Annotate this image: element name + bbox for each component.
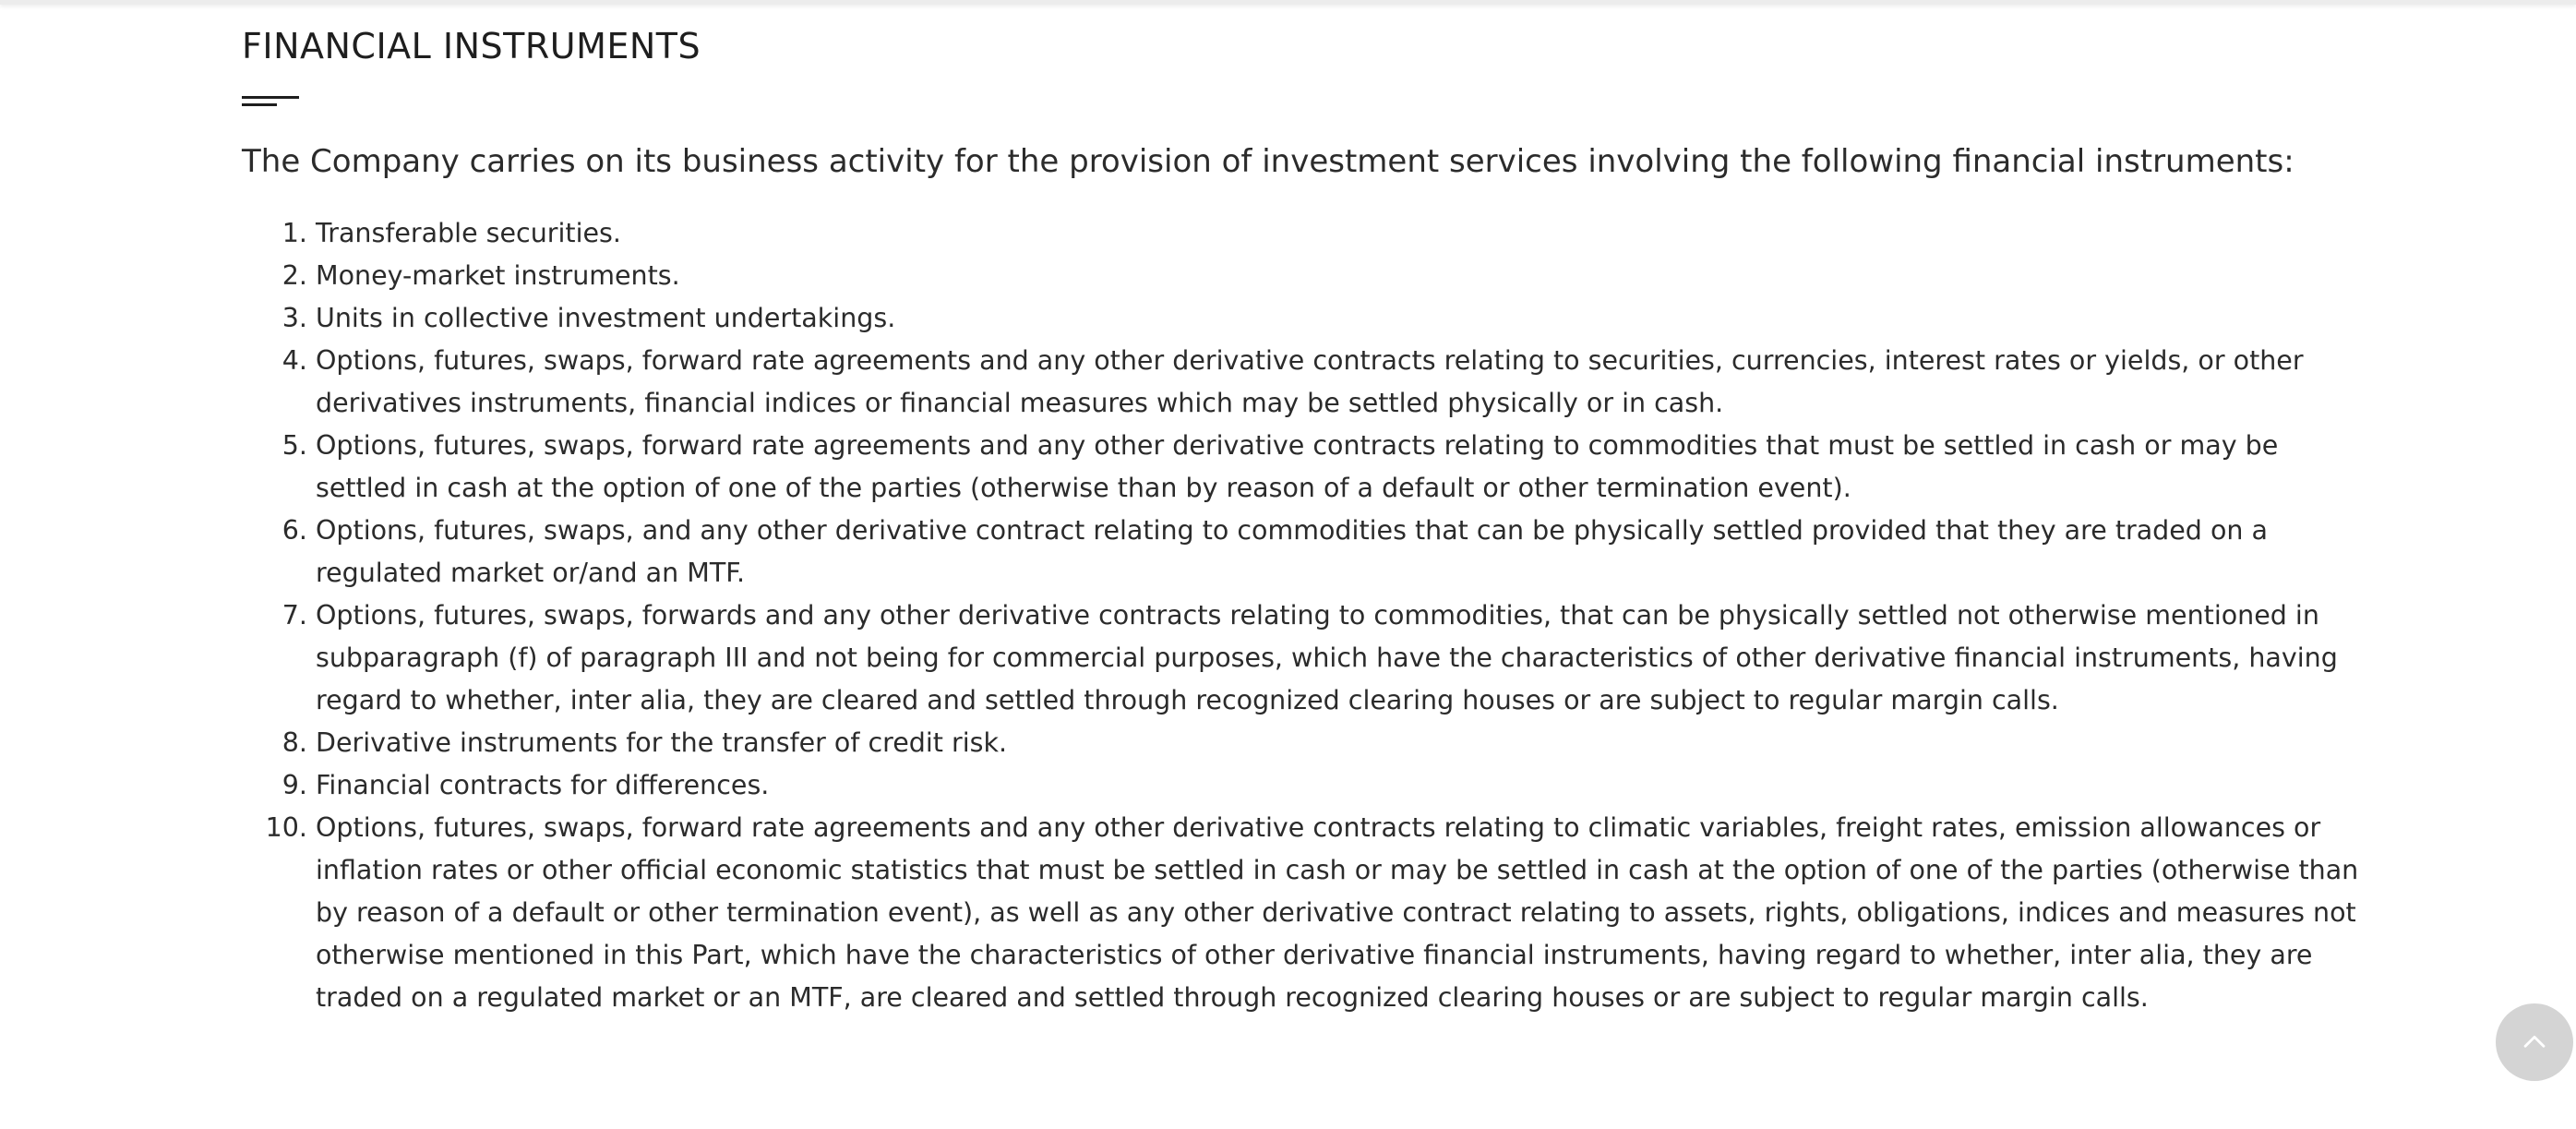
section-intro: The Company carries on its business activity for the provision of investment services involving the following financial instruments:: [242, 143, 2294, 180]
header-shadow: [0, 0, 2576, 5]
scroll-to-top-button[interactable]: [2496, 1003, 2573, 1081]
list-item: 4. Options, futures, swaps, forward rate agreements and any other derivative contracts relating to securities, currencies, interest rates or yields, or other derivatives instruments, financial indices or financial measures which may be settled physically or in cash.: [316, 340, 2365, 425]
list-item: 8. Derivative instruments for the transfer of credit risk.: [316, 722, 2365, 764]
list-item: 7. Options, futures, swaps, forwards and any other derivative contracts relating to commodities, that can be physically settled not otherwise mentioned in subparagraph (f) of paragraph III and not being for commercial purposes, which have the characteristics of other derivative financial instruments, having regard to whether, inter alia, they are cleared and settled through recognized clearing houses or are subject to regular margin calls.: [316, 595, 2365, 722]
list-item: 1. Transferable securities.: [316, 212, 2365, 255]
list-item: 5. Options, futures, swaps, forward rate agreements and any other derivative contracts relating to commodities that must be settled in cash or may be settled in cash at the option of one of the parties (otherwise than by reason of a default or other termination event).: [316, 425, 2365, 510]
list-item: 3. Units in collective investment undertakings.: [316, 297, 2365, 340]
title-underline: [242, 96, 299, 107]
list-item: 6. Options, futures, swaps, and any other derivative contract relating to commodities that can be physically settled provided that they are traded on a regulated market or/and an MTF.: [316, 510, 2365, 595]
instrument-list: [242, 212, 2365, 1019]
financial-instruments-section: [242, 24, 2365, 1019]
section-title: FINANCIAL INSTRUMENTS: [242, 26, 701, 66]
list-item: 10. Options, futures, swaps, forward rate agreements and any other derivative contracts relating to climatic variables, freight rates, emission allowances or inflation rates or other official economic statistics that must be settled in cash or may be settled in cash at the option of one of the parties (otherwise than by reason of a default or other termination event), as well as any other derivative contract relating to assets, rights, obligations, indices and measures not otherwise mentioned in this Part, which have the characteristics of other derivative financial instruments, having regard to whether, inter alia, they are traded on a regulated market or an MTF, are cleared and settled through recognized clearing houses or are subject to regular margin calls.: [316, 807, 2365, 1019]
underline-bar-long: [242, 96, 299, 99]
list-item: 2. Money-market instruments.: [316, 255, 2365, 297]
chevron-up-icon: [2519, 1027, 2550, 1058]
underline-bar-short: [242, 103, 277, 106]
list-item: 9. Financial contracts for differences.: [316, 764, 2365, 807]
